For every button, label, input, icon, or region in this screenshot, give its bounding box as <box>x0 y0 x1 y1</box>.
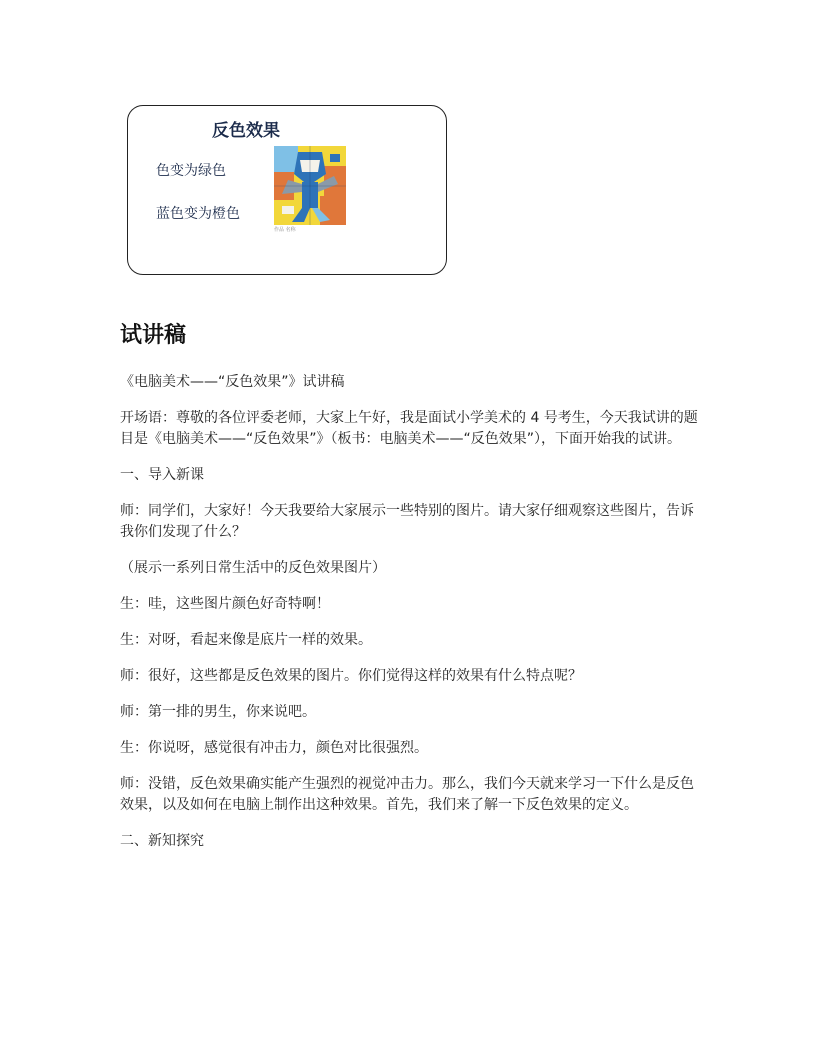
slide-board <box>127 105 447 275</box>
section-heading: 二、新知探究 <box>120 833 204 849</box>
dialogue-paragraph: 师：没错，反色效果确实能产生强烈的视觉冲击力。那么，我们今天就来学习一下什么是反色效果，以及如何在电脑上制作出这种效果。首先，我们来了解一下反色效果的定义。 <box>120 776 694 813</box>
dialogue-paragraph: 生：你说呀，感觉很有冲击力，颜色对比很强烈。 <box>120 740 428 756</box>
script-title: 《电脑美术——“反色效果”》试讲稿 <box>120 374 345 390</box>
dialogue-paragraph: 生：对呀，看起来像是底片一样的效果。 <box>120 632 372 648</box>
board-line-green: 色变为绿色 <box>156 163 226 179</box>
board-title: 反色效果 <box>212 121 280 141</box>
opening-paragraph: 开场语：尊敬的各位评委老师，大家上午好，我是面试小学美术的 4 号考生，今天我试讲的题目是《电脑美术——“反色效果”》（板书：电脑美术——“反色效果”），下面开始我的试讲。 <box>120 410 698 447</box>
stage-direction: （展示一系列日常生活中的反色效果图片） <box>120 560 386 576</box>
page-heading: 试讲稿 <box>120 323 187 348</box>
dialogue-paragraph: 师：很好，这些都是反色效果的图片。你们觉得这样的效果有什么特点呢？ <box>120 668 582 684</box>
artwork-caption: 作品 名称 <box>274 227 296 233</box>
section-heading: 一、导入新课 <box>120 467 204 483</box>
dialogue-paragraph: 生：哇，这些图片颜色好奇特啊！ <box>120 596 330 612</box>
board-line-orange: 蓝色变为橙色 <box>156 206 240 222</box>
lecture-script <box>120 372 700 867</box>
dialogue-paragraph: 师：第一排的男生，你来说吧。 <box>120 704 316 720</box>
dialogue-paragraph: 师：同学们，大家好！今天我要给大家展示一些特别的图片。请大家仔细观察这些图片，告诉我你们发现了什么？ <box>120 503 694 540</box>
inverted-color-artwork <box>274 146 346 225</box>
